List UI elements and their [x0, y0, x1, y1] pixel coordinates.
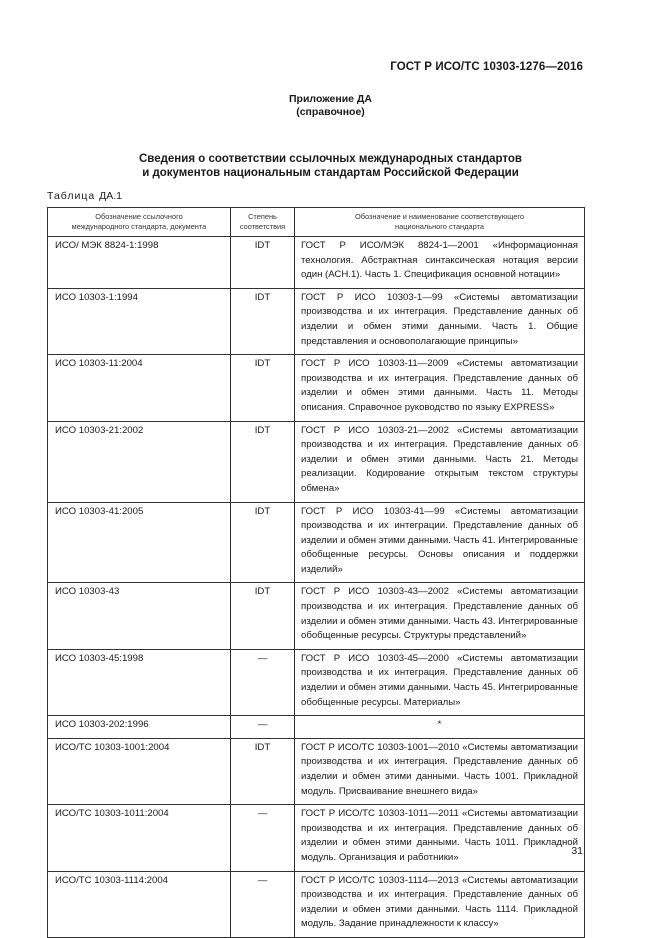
- header-degree: [231, 208, 295, 237]
- degree-cell: IDT: [231, 502, 295, 583]
- header-reference-standard: [48, 208, 231, 237]
- table-row: [48, 237, 585, 289]
- degree-cell: IDT: [231, 355, 295, 421]
- reference-cell: ИСО/ МЭК 8824-1:1998: [48, 237, 231, 289]
- document-header-id: ГОСТ Р ИСО/ТС 10303-1276—2016: [390, 61, 583, 73]
- table-row: [48, 649, 585, 715]
- reference-cell: ИСО 10303-11:2004: [48, 355, 231, 421]
- degree-cell: IDT: [231, 288, 295, 354]
- section-heading-line-1: Сведения о соответствии ссылочных международных стандартов: [138, 153, 522, 165]
- header-national-line-1: Обозначение и наименование соответствующего: [354, 212, 525, 221]
- header-reference-line-2: международного стандарта, документа: [71, 222, 207, 231]
- national-standard-cell: ГОСТ Р ИСО/МЭК 8824-1—2001 «Информационная технология. Абстрактная синтаксическая нотация версии один (АСН.1). Часть 1. Спецификация основной нотации»: [295, 237, 585, 289]
- degree-cell: IDT: [231, 421, 295, 502]
- header-national-standard: [295, 208, 585, 237]
- reference-cell: ИСО 10303-41:2005: [48, 502, 231, 583]
- table-row: [48, 716, 585, 739]
- degree-cell: —: [231, 805, 295, 871]
- header-national-line-2: национального стандарта: [395, 222, 484, 231]
- national-standard-cell: *: [295, 716, 585, 739]
- national-standard-cell: ГОСТ Р ИСО 10303-21—2002 «Системы автоматизации производства и их интеграция. Представление данных об изделии и обмен этими данными. Часть 21. Методы реализации. Кодирование открытым текстом структуры обмена»: [295, 421, 585, 502]
- table-caption: [47, 190, 122, 202]
- header-reference-line-1: Обозначение ссылочного: [95, 212, 183, 221]
- national-standard-cell: ГОСТ Р ИСО/ТС 10303-1114—2013 «Системы автоматизации производства и их интеграция. Представление данных об изделии и обмен этими данными. Часть 1114. Прикладной модуль. Задание принадлежности к классу»: [295, 871, 585, 937]
- header-degree-line-1: Степень: [248, 212, 277, 221]
- national-standard-cell: ГОСТ Р ИСО 10303-41—99 «Системы автоматизации производства и их интеграции. Представление данных об изделии и обмен этими данными. Часть 41. Интегрированные обобщенные ресурсы. Основы описания и поддержки изделий»: [295, 502, 585, 583]
- degree-cell: —: [231, 871, 295, 937]
- table-row: [48, 871, 585, 937]
- reference-cell: ИСО/ТС 10303-1114:2004: [48, 871, 231, 937]
- annex-subtitle: (справочное): [296, 106, 365, 118]
- annex-block: [0, 93, 661, 119]
- table-header-row: [48, 208, 585, 237]
- reference-cell: ИСО 10303-45:1998: [48, 649, 231, 715]
- degree-cell: IDT: [231, 237, 295, 289]
- national-standard-cell: ГОСТ Р ИСО 10303-1—99 «Системы автоматизации производства и их интеграция. Представление данных об изделии и обмен этими данными. Часть 1. Общие представления и основополагающие принципы»: [295, 288, 585, 354]
- reference-cell: ИСО 10303-202:1996: [48, 716, 231, 739]
- table-row: [48, 583, 585, 649]
- header-degree-line-2: соответствия: [239, 222, 286, 231]
- reference-cell: ИСО 10303-43: [48, 583, 231, 649]
- table-row: [48, 738, 585, 804]
- table-row: [48, 421, 585, 502]
- correspondence-table: [47, 207, 585, 938]
- table-row: [48, 288, 585, 354]
- national-standard-cell: ГОСТ Р ИСО 10303-11—2009 «Системы автоматизации производства и их интеграция. Представление данных об изделии и обмен этими данными. Часть 11. Методы описания. Справочное руководство по языку EXPRESS»: [295, 355, 585, 421]
- reference-cell: ИСО/ТС 10303-1011:2004: [48, 805, 231, 871]
- degree-cell: —: [231, 649, 295, 715]
- page-number: 31: [571, 845, 583, 857]
- table-row: [48, 805, 585, 871]
- reference-cell: ИСО/ТС 10303-1001:2004: [48, 738, 231, 804]
- table-row: [48, 502, 585, 583]
- reference-cell: ИСО 10303-1:1994: [48, 288, 231, 354]
- national-standard-cell: ГОСТ Р ИСО 10303-45—2000 «Системы автоматизации производства и их интеграция. Представление данных об изделии и обмен этими данными. Часть 45. Интегрированные обобщенные ресурсы. Материалы»: [295, 649, 585, 715]
- section-heading-line-2: и документов национальным стандартам Российской Федерации: [142, 167, 519, 179]
- national-standard-cell: ГОСТ Р ИСО 10303-43—2002 «Системы автоматизации производства и их интеграция. Представление данных об изделии и обмен этими данными. Часть 43. Интегрированные обобщенные ресурсы. Структуры представлений»: [295, 583, 585, 649]
- table-caption-number: ДА.1: [99, 190, 122, 202]
- table-row: [48, 355, 585, 421]
- section-heading: [0, 152, 661, 180]
- table-caption-word: Таблица: [47, 190, 96, 202]
- degree-cell: IDT: [231, 583, 295, 649]
- national-standard-cell: ГОСТ Р ИСО/ТС 10303-1001—2010 «Системы автоматизации производства и их интеграция. Представление данных об изделии и обмен этими данными. Часть 1001. Прикладной модуль. Присваивание внешнего вида»: [295, 738, 585, 804]
- reference-cell: ИСО 10303-21:2002: [48, 421, 231, 502]
- annex-title: Приложение ДА: [289, 93, 372, 105]
- national-standard-cell: ГОСТ Р ИСО/ТС 10303-1011—2011 «Системы автоматизации производства и их интеграция. Представление данных об изделии и обмен этими данными. Часть 1011. Прикладной модуль. Организация и работники»: [295, 805, 585, 871]
- degree-cell: —: [231, 716, 295, 739]
- degree-cell: IDT: [231, 738, 295, 804]
